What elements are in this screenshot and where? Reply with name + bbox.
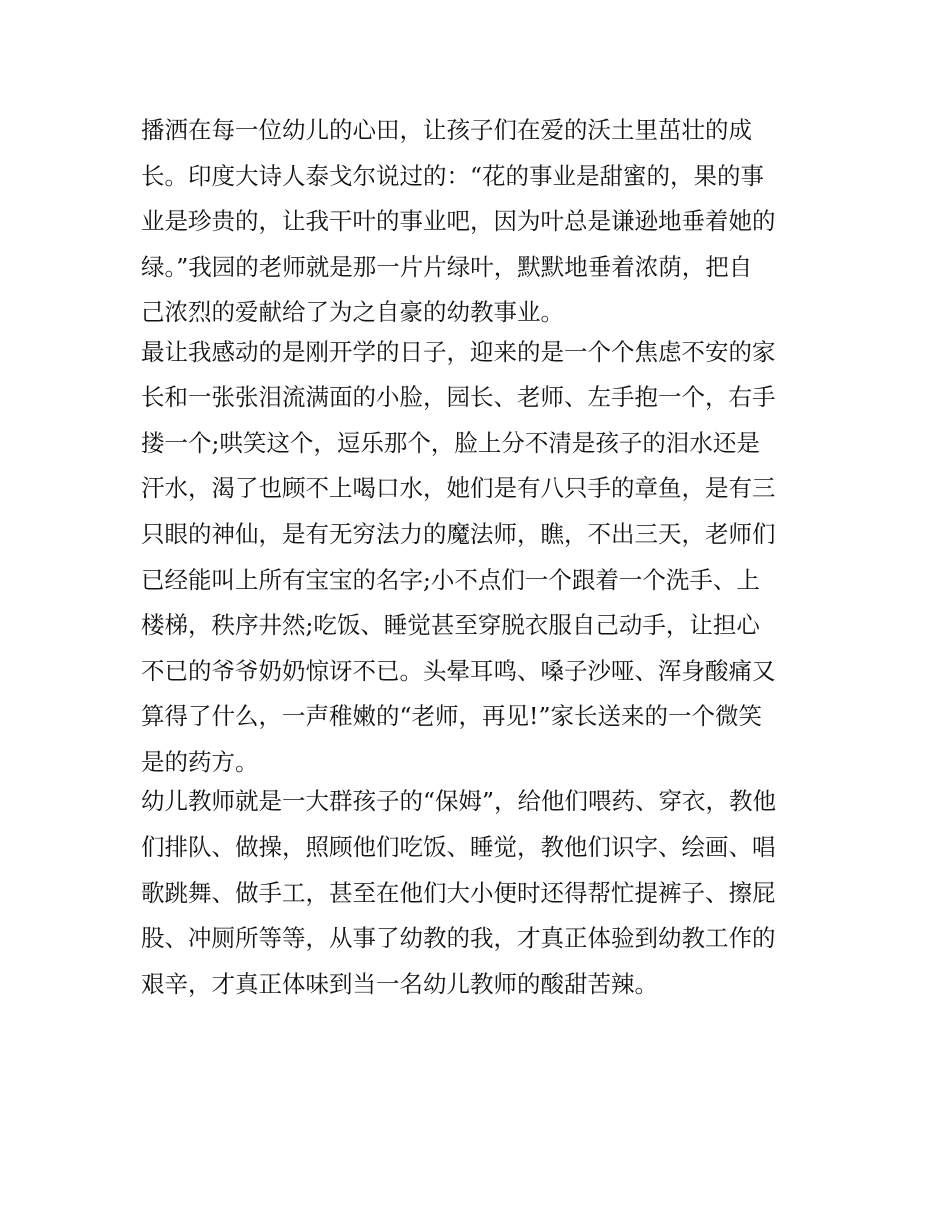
- text-line: 是的药方。: [141, 748, 259, 777]
- paragraph-2: [141, 330, 821, 786]
- text-line: 业是珍贵的，让我干叶的事业吧，因为叶总是谦逊地垂着她的: [141, 207, 776, 236]
- document-body: [141, 108, 821, 1007]
- text-line: 楼梯，秩序井然;吃饭、睡觉甚至穿脱衣服自己动手，让担心: [141, 611, 760, 640]
- text-line: 长和一张张泪流满面的小脸，园长、老师、左手抱一个，右手: [141, 383, 776, 412]
- text-line: 艰辛，才真正体味到当一名幼儿教师的酸甜苦辣。: [141, 969, 658, 998]
- text-line: 不已的爷爷奶奶惊讶不已。头晕耳鸣、嗓子沙哑、浑身酸痛又: [141, 656, 776, 685]
- text-line: 们排队、做操，照顾他们吃饭、睡觉，教他们识字、绘画、唱: [141, 832, 776, 861]
- text-line: 最让我感动的是刚开学的日子，迎来的是一个个焦虑不安的家: [141, 337, 776, 366]
- text-line: 歌跳舞、做手工，甚至在他们大小便时还得帮忙提裤子、擦屁: [141, 878, 776, 907]
- text-line: 已经能叫上所有宝宝的名字;小不点们一个跟着一个洗手、上: [141, 565, 760, 594]
- text-line: 绿。”我园的老师就是那一片片绿叶，默默地垂着浓荫，把自: [141, 252, 753, 281]
- text-line: 长。印度大诗人泰戈尔说过的：“花的事业是甜蜜的，果的事: [141, 161, 765, 190]
- text-line: 己浓烈的爱献给了为之自豪的幼教事业。: [141, 298, 564, 327]
- paragraph-1: [141, 108, 821, 336]
- paragraph-3: [141, 779, 821, 1007]
- text-line: 只眼的神仙，是有无穷法力的魔法师，瞧，不出三天，老师们: [141, 520, 776, 549]
- text-line: 搂一个;哄笑这个，逗乐那个，脸上分不清是孩子的泪水还是: [141, 428, 760, 457]
- text-line: 算得了什么，一声稚嫩的“老师，再见!”家长送来的一个微笑: [141, 702, 762, 731]
- text-line: 幼儿教师就是一大群孩子的“保姆”，给他们喂药、穿衣，教他: [141, 787, 777, 816]
- text-line: 股、冲厕所等等，从事了幼教的我，才真正体验到幼教工作的: [141, 924, 776, 953]
- text-line: 播洒在每一位幼儿的心田，让孩子们在爱的沃土里茁壮的成: [141, 116, 752, 144]
- text-line: 汗水，渴了也顾不上喝口水，她们是有八只手的章鱼，是有三: [141, 474, 776, 503]
